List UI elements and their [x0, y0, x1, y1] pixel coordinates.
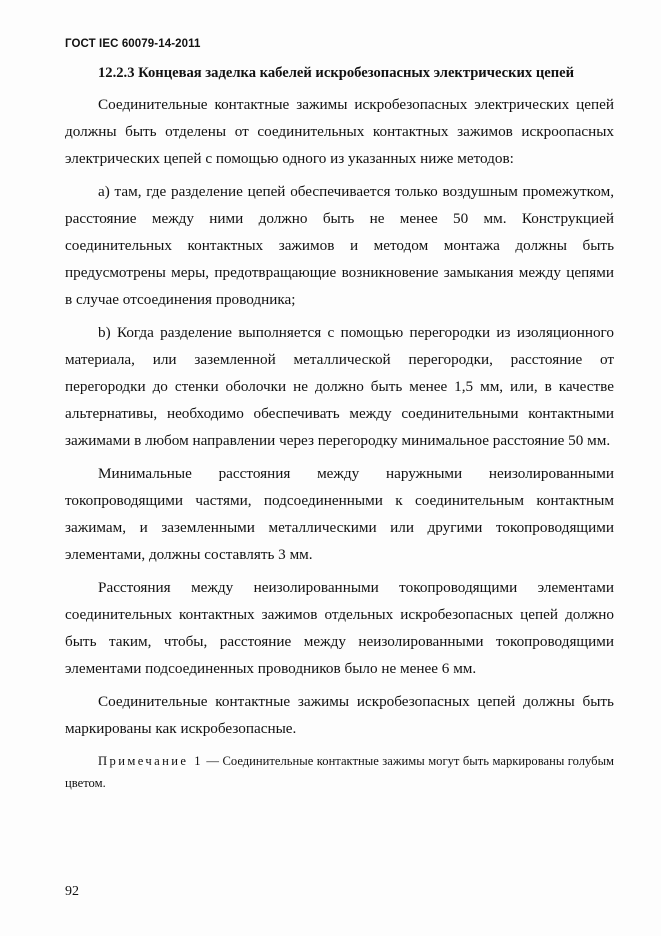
page-content: [65, 60, 614, 807]
note-label: Примечание 1: [98, 754, 203, 768]
page-number: 92: [65, 884, 79, 899]
paragraph-method-b: b) Когда разделение выполняется с помощью перегородки из изоляционного материала, или заземленной металлической перегородки, расстояние от перегородки до стенки оболочки не должно быть менее 1,5 мм, или, в качестве альтернативы, необходимо обеспечивать между соединительными контактными зажимами в любом направлении через перегородку минимальное расстояние 50 мм.: [65, 324, 614, 449]
document-header: ГОСТ IEC 60079-14-2011: [65, 38, 201, 50]
paragraph-intro: Соединительные контактные зажимы искробезопасных электрических цепей должны быть отделены от соединительных контактных зажимов искроопасных электрических цепей с помощью одного из указанных ниже методов:: [65, 96, 614, 167]
section-heading: 12.2.3 Концевая заделка кабелей искробезопасных электрических цепей: [98, 65, 575, 81]
note-text: Соединительные контактные зажимы могут быть маркированы голубым цветом.: [65, 754, 614, 790]
paragraph-marking: Соединительные контактные зажимы искробезопасных цепей должны быть маркированы как искробезопасные.: [65, 693, 614, 737]
paragraph-min-distance: Минимальные расстояния между наружными неизолированными токопроводящими частями, подсоединенными к соединительным контактным зажимам, и заземленными металлическими или другими токопроводящими элементами, должны составлять 3 мм.: [65, 465, 614, 563]
paragraph-separate-circuits: Расстояния между неизолированными токопроводящими элементами соединительных контактных зажимов отдельных искробезопасных цепей должно быть таким, чтобы, расстояние между неизолированными токопроводящими элементами подсоединенных проводников было не менее 6 мм.: [65, 579, 614, 677]
paragraph-method-a: а) там, где разделение цепей обеспечивается только воздушным промежутком, расстояние между ними должно быть не менее 50 мм. Конструкцией соединительных контактных зажимов и методом монтажа должны быть предусмотрены меры, предотвращающие возникновение замыкания между цепями в случае отсоединения проводника;: [65, 183, 614, 308]
note: [65, 750, 614, 794]
note-dash: —: [202, 754, 223, 768]
